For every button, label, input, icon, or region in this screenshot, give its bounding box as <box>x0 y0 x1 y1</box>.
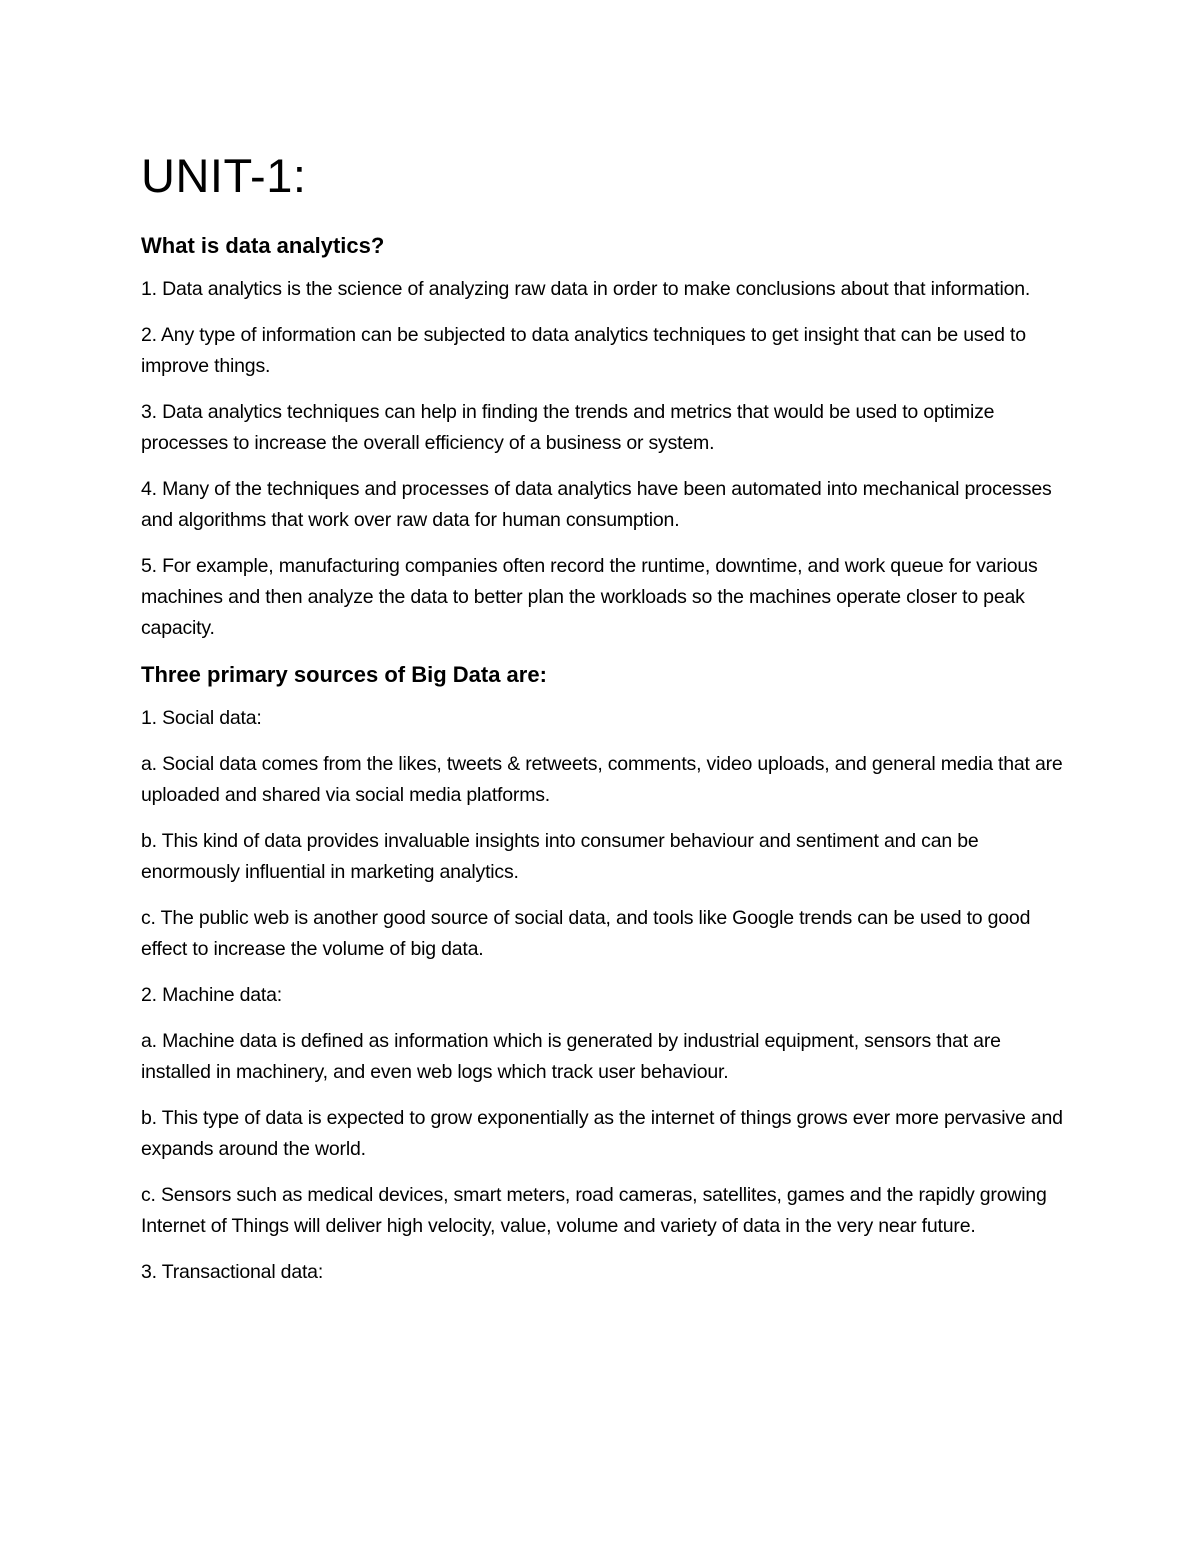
social-data-point-c: c. The public web is another good source of social data, and tools like Google trends can be used to good effect to increase the volume of big data. <box>141 907 1031 960</box>
analytics-point-5: 5. For example, manufacturing companies often record the runtime, downtime, and work queue for various machines and then analyze the data to better plan the workloads so the machines operate closer to peak capacity. <box>141 555 1038 639</box>
page-title: UNIT-1: <box>141 149 307 202</box>
machine-data-point-a: a. Machine data is defined as information which is generated by industrial equipment, sensors that are installed in machinery, and even web logs which track user behaviour. <box>141 1030 1001 1083</box>
section-heading-big-data-sources: Three primary sources of Big Data are: <box>141 662 547 687</box>
section-heading-data-analytics: What is data analytics? <box>141 233 385 258</box>
analytics-point-1: 1. Data analytics is the science of analyzing raw data in order to make conclusions about that information. <box>141 278 1031 300</box>
social-data-label: 1. Social data: <box>141 707 262 729</box>
analytics-point-3: 3. Data analytics techniques can help in finding the trends and metrics that would be used to optimize processes to increase the overall efficiency of a business or system. <box>141 401 995 454</box>
machine-data-label: 2. Machine data: <box>141 984 282 1006</box>
machine-data-point-b: b. This type of data is expected to grow exponentially as the internet of things grows ever more pervasive and expands around the world. <box>141 1107 1063 1160</box>
social-data-point-a: a. Social data comes from the likes, tweets & retweets, comments, video uploads, and general media that are uploaded and shared via social media platforms. <box>141 753 1063 806</box>
transactional-data-label: 3. Transactional data: <box>141 1261 324 1283</box>
analytics-point-2: 2. Any type of information can be subjected to data analytics techniques to get insight that can be used to improve things. <box>141 324 1026 377</box>
machine-data-point-c: c. Sensors such as medical devices, smart meters, road cameras, satellites, games and the rapidly growing Internet of Things will deliver high velocity, value, volume and variety of data in the very near future. <box>141 1184 1047 1237</box>
social-data-point-b: b. This kind of data provides invaluable insights into consumer behaviour and sentiment and can be enormously influential in marketing analytics. <box>141 830 979 883</box>
document-page <box>141 140 1066 1303</box>
analytics-point-4: 4. Many of the techniques and processes of data analytics have been automated into mechanical processes and algorithms that work over raw data for human consumption. <box>141 478 1052 531</box>
